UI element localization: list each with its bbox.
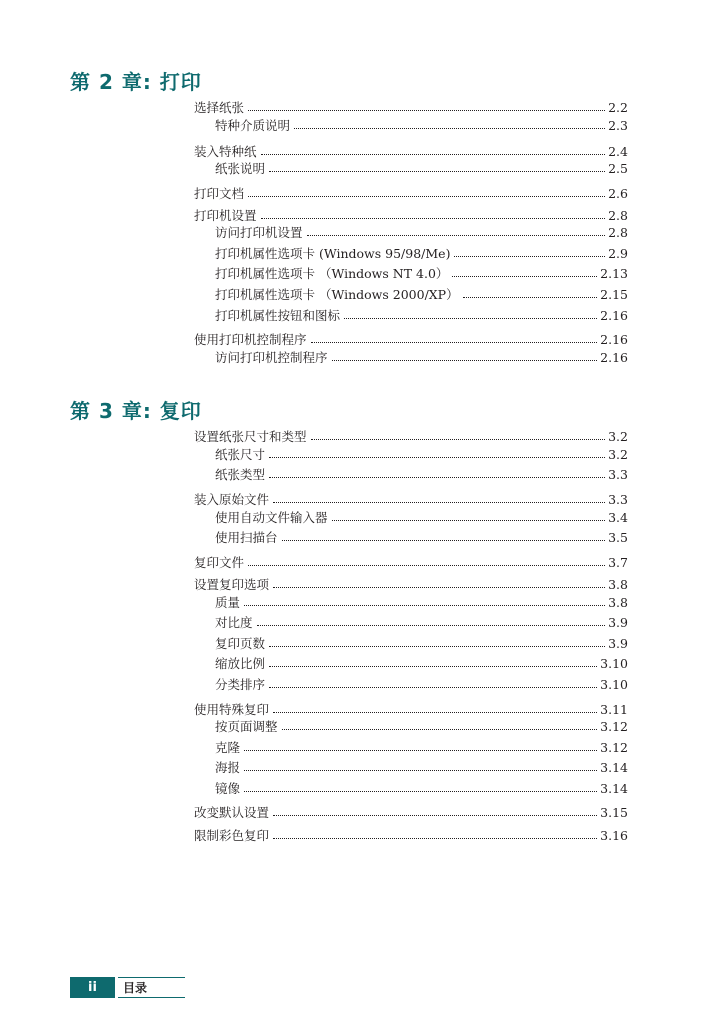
dot-leader — [311, 427, 606, 440]
dot-leader — [332, 348, 598, 361]
toc-entry[interactable] — [194, 551, 628, 569]
toc-entry-page: 3.16 — [600, 827, 628, 843]
toc-entry-label: 复印文件 — [194, 554, 245, 570]
toc-subentry[interactable] — [215, 652, 628, 670]
toc-subentry[interactable] — [215, 611, 628, 629]
dot-leader — [463, 285, 598, 298]
toc-entry-label: 质量 — [215, 594, 241, 610]
dot-leader — [257, 613, 606, 626]
toc-entry-label: 纸张类型 — [215, 466, 266, 482]
toc-entry-page: 3.14 — [600, 759, 628, 775]
toc-entry-page: 3.10 — [600, 655, 628, 671]
toc-entry-page: 2.9 — [608, 245, 628, 261]
dot-leader — [282, 528, 606, 541]
dot-leader — [307, 223, 606, 236]
dot-leader — [269, 675, 597, 688]
toc-entry-page: 3.2 — [608, 446, 628, 462]
toc-subentry[interactable] — [215, 591, 628, 609]
toc-entry-page: 3.3 — [608, 491, 628, 507]
toc-entry[interactable] — [194, 801, 628, 819]
toc-entry-label: 打印机设置 — [194, 207, 257, 223]
toc-subentry[interactable] — [215, 262, 628, 280]
toc-entry-label: 打印机属性按钮和图标 — [215, 307, 341, 323]
toc-entry-page: 3.11 — [600, 701, 628, 717]
toc-entry-page: 3.15 — [600, 804, 628, 820]
toc-entry-label: 装入原始文件 — [194, 491, 270, 507]
dot-leader — [244, 758, 597, 771]
toc-entry-label: 克隆 — [215, 739, 241, 755]
toc-entry-label: 打印机属性选项卡 （Windows 2000/XP） — [215, 286, 459, 302]
dot-leader — [273, 490, 605, 503]
toc-entry[interactable] — [194, 573, 628, 591]
toc-entry[interactable] — [194, 182, 628, 200]
toc-entry-label: 对比度 — [215, 614, 253, 630]
toc-entry-page: 3.12 — [600, 739, 628, 755]
footer-section-title: 目录 — [123, 981, 148, 995]
page-footer — [70, 977, 185, 998]
toc-entry-label: 海报 — [215, 759, 241, 775]
toc-entry[interactable] — [194, 425, 628, 443]
toc-entry-page: 2.6 — [608, 185, 628, 201]
chapter-2-heading: 第 2 章: 打印 — [70, 70, 202, 94]
toc-entry-label: 打印机属性选项卡 （Windows NT 4.0） — [215, 265, 449, 281]
dot-leader — [244, 593, 605, 606]
toc-entry-label: 设置纸张尺寸和类型 — [194, 428, 307, 444]
toc-entry-label: 选择纸张 — [194, 99, 245, 115]
dot-leader — [269, 654, 597, 667]
toc-entry-page: 2.8 — [608, 207, 628, 223]
toc-entry-label: 分类排序 — [215, 676, 266, 692]
toc-subentry[interactable] — [215, 114, 628, 132]
toc-entry-page: 2.8 — [608, 224, 628, 240]
toc-entry[interactable] — [194, 698, 628, 716]
toc-entry-label: 设置复印选项 — [194, 576, 270, 592]
dot-leader — [269, 634, 605, 647]
toc-entry-page: 3.9 — [608, 614, 628, 630]
toc-entry-page: 3.5 — [608, 529, 628, 545]
dot-leader — [248, 184, 605, 197]
dot-leader — [273, 803, 597, 816]
dot-leader — [273, 826, 597, 839]
dot-leader — [248, 98, 605, 111]
dot-leader — [269, 465, 605, 478]
toc-entry-label: 复印页数 — [215, 635, 266, 651]
toc-entry-label: 缩放比例 — [215, 655, 266, 671]
dot-leader — [261, 206, 606, 219]
toc-entry-page: 3.9 — [608, 635, 628, 651]
toc-subentry[interactable] — [215, 756, 628, 774]
dot-leader — [269, 445, 605, 458]
toc-entry-label: 使用自动文件输入器 — [215, 509, 328, 525]
toc-entry-label: 访问打印机控制程序 — [215, 349, 328, 365]
toc-entry[interactable] — [194, 204, 628, 222]
toc-subentry[interactable] — [215, 632, 628, 650]
toc-entry-page: 2.15 — [600, 286, 628, 302]
dot-leader — [261, 142, 606, 155]
toc-entry-page: 3.14 — [600, 780, 628, 796]
toc-entry-label: 特种介质说明 — [215, 117, 291, 133]
dot-leader — [273, 575, 605, 588]
toc-entry[interactable] — [194, 96, 628, 114]
toc-entry-page: 3.7 — [608, 554, 628, 570]
toc-subentry[interactable] — [215, 715, 628, 733]
toc-entry[interactable] — [194, 824, 628, 842]
dot-leader — [273, 700, 597, 713]
toc-entry[interactable] — [194, 140, 628, 158]
toc-entry-page: 2.3 — [608, 117, 628, 133]
footer-page-number: ii — [70, 977, 115, 998]
toc-subentry[interactable] — [215, 304, 628, 322]
toc-entry-label: 打印机属性选项卡 (Windows 95/98/Me) — [215, 245, 451, 261]
toc-entry-label: 改变默认设置 — [194, 804, 270, 820]
dot-leader — [344, 306, 597, 319]
toc-entry-page: 3.10 — [600, 676, 628, 692]
toc-entry-label: 使用打印机控制程序 — [194, 331, 307, 347]
toc-subentry[interactable] — [215, 346, 628, 364]
toc-entry-label: 镜像 — [215, 780, 241, 796]
dot-leader — [244, 779, 597, 792]
toc-entry-label: 纸张说明 — [215, 160, 266, 176]
toc-subentry[interactable] — [215, 242, 628, 260]
toc-entry-page: 3.4 — [608, 509, 628, 525]
dot-leader — [282, 717, 598, 730]
toc-entry-label: 访问打印机设置 — [215, 224, 303, 240]
toc-entry-page: 3.8 — [608, 576, 628, 592]
toc-entry-page: 3.12 — [600, 718, 628, 734]
toc-entry-page: 2.5 — [608, 160, 628, 176]
dot-leader — [311, 330, 598, 343]
toc-entry-page: 3.2 — [608, 428, 628, 444]
toc-subentry[interactable] — [215, 506, 628, 524]
dot-leader — [454, 244, 605, 257]
dot-leader — [244, 738, 597, 751]
toc-entry[interactable] — [194, 488, 628, 506]
toc-entry-page: 2.2 — [608, 99, 628, 115]
dot-leader — [294, 116, 605, 129]
dot-leader — [248, 553, 605, 566]
toc-subentry[interactable] — [215, 443, 628, 461]
toc-subentry[interactable] — [215, 526, 628, 544]
toc-entry-label: 使用特殊复印 — [194, 701, 270, 717]
toc-entry-page: 2.16 — [600, 349, 628, 365]
toc-entry-label: 按页面调整 — [215, 718, 278, 734]
toc-entry-label: 纸张尺寸 — [215, 446, 266, 462]
dot-leader — [332, 508, 606, 521]
footer-title-box — [118, 977, 185, 998]
toc-subentry[interactable] — [215, 157, 628, 175]
toc-entry-page: 2.13 — [600, 265, 628, 281]
chapter-3-heading: 第 3 章: 复印 — [70, 399, 202, 423]
toc-entry-label: 打印文档 — [194, 185, 245, 201]
toc-entry-label: 限制彩色复印 — [194, 827, 270, 843]
toc-entry-label: 使用扫描台 — [215, 529, 278, 545]
toc-entry-page: 2.16 — [600, 307, 628, 323]
toc-subentry[interactable] — [215, 463, 628, 481]
toc-subentry[interactable] — [215, 283, 628, 301]
toc-subentry[interactable] — [215, 673, 628, 691]
toc-entry[interactable] — [194, 328, 628, 346]
toc-entry-page: 2.16 — [600, 331, 628, 347]
toc-entry-page: 3.8 — [608, 594, 628, 610]
dot-leader — [269, 159, 605, 172]
toc-subentry[interactable] — [215, 221, 628, 239]
toc-entry-label: 装入特种纸 — [194, 143, 257, 159]
toc-subentry[interactable] — [215, 777, 628, 795]
dot-leader — [452, 264, 597, 277]
toc-entry-page: 2.4 — [608, 143, 628, 159]
toc-entry-page: 3.3 — [608, 466, 628, 482]
toc-subentry[interactable] — [215, 736, 628, 754]
